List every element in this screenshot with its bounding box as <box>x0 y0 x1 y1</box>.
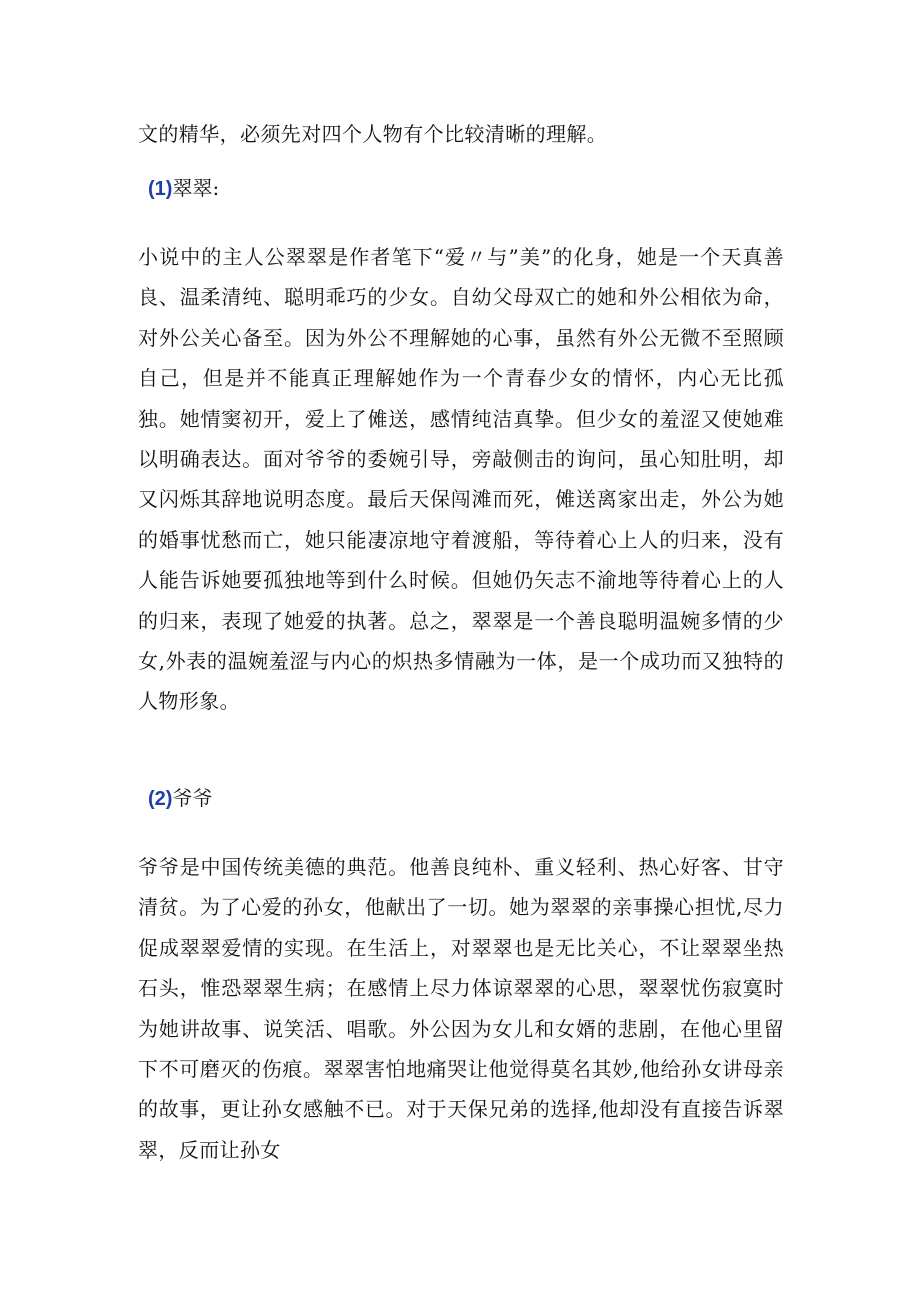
section-body-grandpa: 爷爷是中国传统美德的典范。他善良纯朴、重义轻利、热心好客、甘守清贫。为了心爱的孙女，他献出了一切。她为翠翠的亲事操心担忧,尽力促成翠翠爱情的实现。在生活上，对翠翠也是无比关心，不让翠翠坐热石头，惟恐翠翠生病；在感情上尽力体谅翠翠的心思，翠翠忧伤寂寞时为她讲故事、说笑活、唱歌。外公因为女儿和女婿的悲剧，在他心里留下不可磨灭的伤痕。翠翠害怕地痛哭让他觉得莫名其妙,他给孙女讲母亲的故事，更让孙女感触不已。对于天保兄弟的选择,他却没有直接告诉翠翠，反而让孙女 <box>138 855 784 1162</box>
section-title: 爷爷 <box>172 786 213 810</box>
section-number: (2) <box>148 788 173 810</box>
section-heading-grandpa <box>148 786 212 811</box>
section-heading-cuicui <box>148 176 219 201</box>
section-number: (1) <box>148 178 173 200</box>
section-body-cuicui: 小说中的主人公翠翠是作者笔下“爱〃与”美”的化身，她是一个天真善良、温柔清纯、聪明乖巧的少女。自幼父母双亡的她和外公相依为命，对外公关心备至。因为外公不理解她的心事，虽然有外公无微不至照顾自己，但是并不能真正理解她作为一个青春少女的情怀，内心无比孤独。她情窦初开，爱上了傩送，感情纯洁真挚。但少女的羞涩又使她难以明确表达。面对爷爷的委婉引导，旁敲侧击的询问，虽心知肚明，却又闪烁其辞地说明态度。最后天保闯滩而死，傩送离家出走，外公为她的婚事忧愁而亡，她只能凄凉地守着渡船，等待着心上人的归来，没有人能告诉她要孤独地等到什么时候。但她仍矢志不渝地等待着心上的人的归来，表现了她爱的执著。总之，翠翠是一个善良聪明温婉多情的少女,外表的温婉羞涩与内心的炽热多情融为一体，是一个成功而又独特的人物形象。 <box>138 245 784 714</box>
intro-tail-line: 文的精华，必须先对四个人物有个比较清晰的理解。 <box>138 122 608 146</box>
section-title: 翠翠: <box>172 176 220 200</box>
